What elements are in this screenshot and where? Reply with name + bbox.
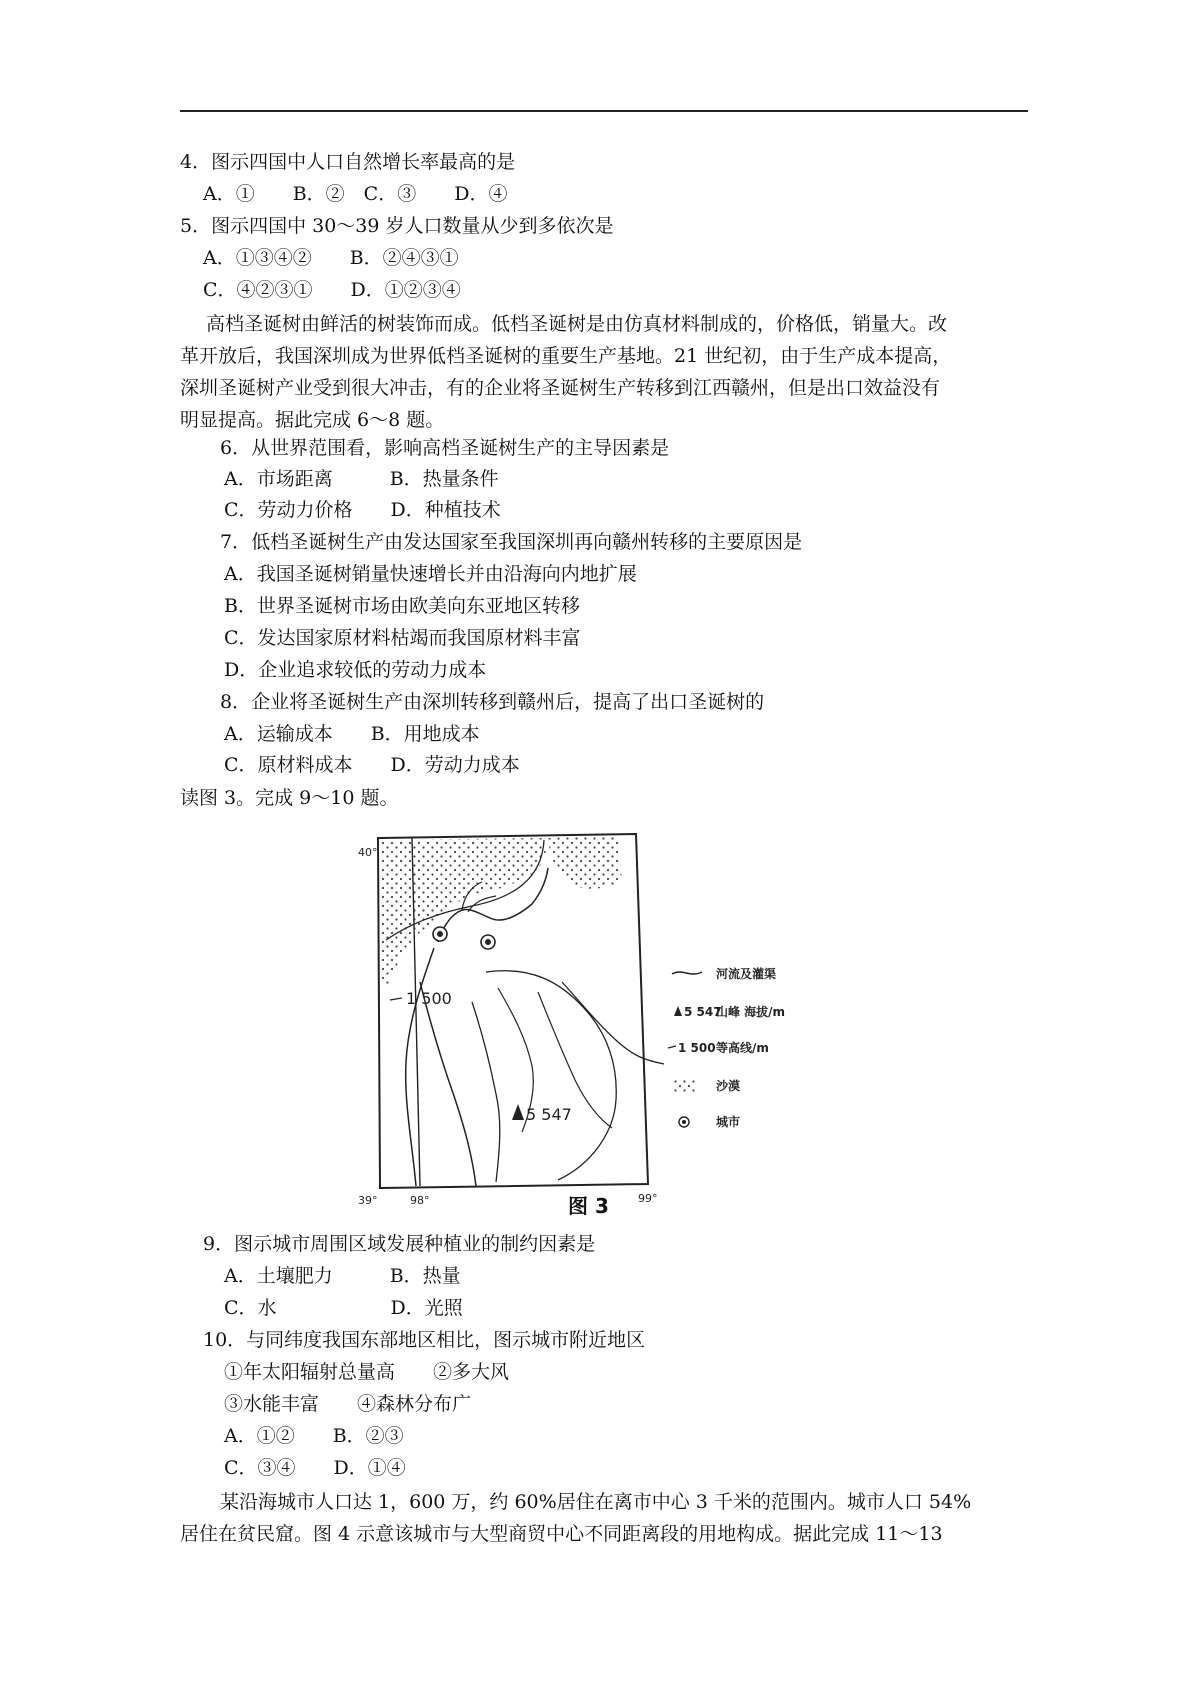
q6-stem: 6．从世界范围看，影响高档圣诞树生产的主导因素是 [220,437,670,459]
passage1-line: 高档圣诞树由鲜活的树装饰而成。低档圣诞树是由仿真材料制成的，价格低，销量大。改 [206,313,948,335]
passage1-line: 革开放后，我国深圳成为世界低档圣诞树的重要生产基地。21 世纪初，由于生产成本提高， [180,345,952,367]
legend-contour-label: 等高线/m [716,1041,769,1055]
header-rule [180,110,1028,112]
lat-label-top: 40° [358,846,378,859]
q9-options-row1: A．土壤肥力 B．热量 [224,1265,461,1287]
lon-label-right: 99° [638,1192,658,1205]
contour-label-tick [390,998,402,1000]
passage-christmas-tree [180,308,1028,436]
legend-desert-label: 沙漠 [716,1079,741,1093]
lon-label-left: 98° [410,1194,430,1207]
desert-area-east [548,836,622,889]
legend-contour-icon [668,1046,676,1048]
q6-options-row2: C．劳动力价格 D．种植技术 [224,499,501,521]
q10-stem: 10．与同纬度我国东部地区相比，图示城市附近地区 [203,1329,646,1351]
figure3-caption: 图 3 [568,1194,609,1218]
q10-items-row2: ③水能丰富 ④森林分布广 [224,1393,472,1415]
desert-area [380,838,546,984]
q6-options-row1: A．市场距离 B．热量条件 [224,468,499,490]
legend-river-label: 河流及灌渠 [716,967,777,981]
q8-stem: 8．企业将圣诞树生产由深圳转移到赣州后，提高了出口圣诞树的 [220,691,765,713]
lat-label-bottom: 39° [358,1194,378,1207]
q7-stem: 7．低档圣诞树生产由发达国家至我国深圳再向赣州转移的主要原因是 [220,531,803,553]
passage-coastal-city [180,1486,1028,1550]
city-marker [481,935,495,949]
read-figure3-instruction: 读图 3。完成 9～10 题。 [180,787,399,809]
legend-contour-sample: 1 500 [678,1041,716,1055]
river-line [562,982,664,1064]
river-line [472,1002,500,1182]
q7-option-a: A．我国圣诞树销量快速增长并由沿海向内地扩展 [224,563,637,585]
q4-options: A．① B．② C．③ D．④ [203,183,508,205]
q5-options-row2: C．④②③① D．①②③④ [203,279,461,301]
city-marker [433,927,447,941]
q5-stem: 5．图示四国中 30～39 岁人口数量从少到多依次是 [180,215,614,237]
q7-option-b: B．世界圣诞树市场由欧美向东亚地区转移 [224,595,580,617]
passage1-line: 深圳圣诞树产业受到很大冲击，有的企业将圣诞树生产转移到江西赣州，但是出口效益没有 [180,377,941,399]
q4-stem: 4．图示四国中人口自然增长率最高的是 [180,151,516,173]
legend-river-icon [672,972,702,974]
river-line [420,982,476,1186]
passage2-line: 居住在贫民窟。图 4 示意该城市与大型商贸中心不同距离段的用地构成。据此完成 11～13 [180,1523,943,1545]
q5-options-row1: A．①③④② B．②④③① [203,247,459,269]
legend-peak-sample: 5 547 [684,1005,722,1019]
q7-option-d: D．企业追求较低的劳动力成本 [224,659,487,681]
q10-items-row1: ①年太阳辐射总量高 ②多大风 [224,1361,510,1383]
peak-icon [512,1104,524,1120]
peak-label: 5 547 [526,1105,572,1124]
q10-options-row2: C．③④ D．①④ [224,1457,406,1479]
q7-option-c: C．发达国家原材料枯竭而我国原材料丰富 [224,627,581,649]
legend-peak-icon [674,1006,682,1016]
q9-stem: 9．图示城市周围区域发展种植业的制约因素是 [203,1233,596,1255]
legend-peak-label: 山峰 海拔/m [716,1005,786,1019]
figure3-svg [358,832,842,1222]
q8-options-row1: A．运输成本 B．用地成本 [224,723,480,745]
legend-desert-icon [674,1080,696,1092]
passage2-line: 某沿海城市人口达 1，600 万，约 60%居住在离市中心 3 千米的范围内。城市人口 54% [220,1491,972,1513]
q9-options-row2: C．水 D．光照 [224,1297,463,1319]
q10-options-row1: A．①② B．②③ [224,1425,404,1447]
legend-city-icon [679,1117,689,1127]
legend-city-label: 城市 [716,1115,741,1129]
passage1-line: 明显提高。据此完成 6～8 题。 [180,409,445,431]
figure3-map [358,832,842,1222]
contour-label: 1 500 [406,989,452,1008]
map-legend [668,966,785,1129]
q8-options-row2: C．原材料成本 D．劳动力成本 [224,754,520,776]
